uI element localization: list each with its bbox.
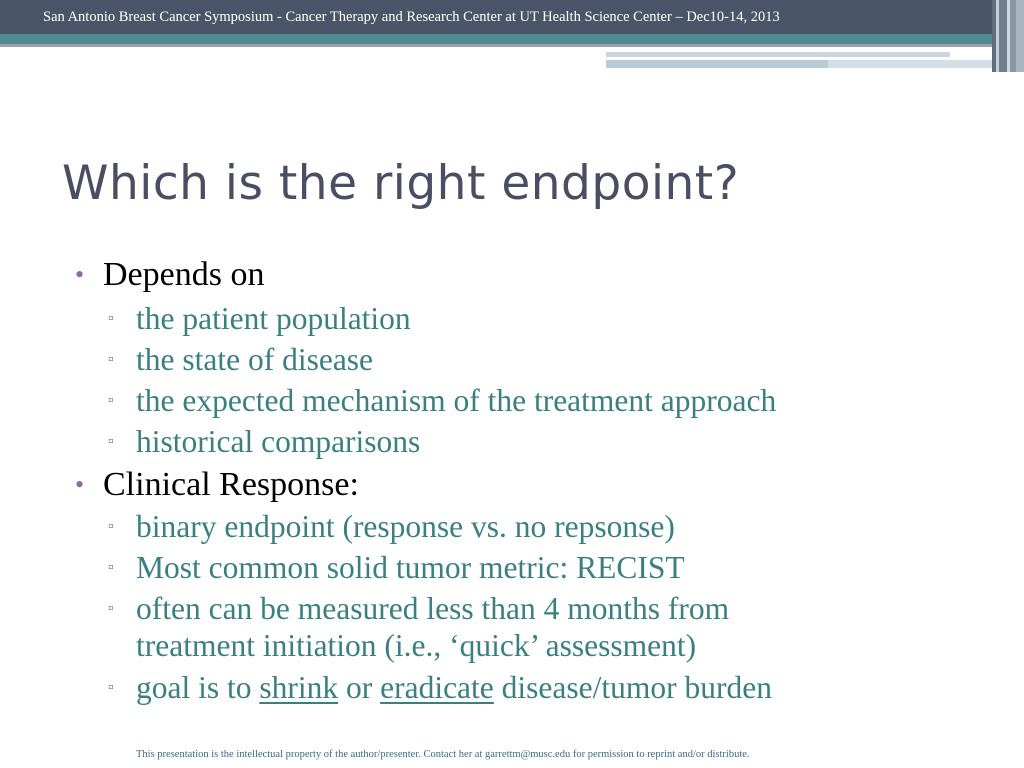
bullet-dot-icon: • bbox=[75, 260, 85, 289]
underlined-word: shrink bbox=[259, 670, 339, 705]
sub-bullet-item: historical comparisons bbox=[136, 424, 421, 459]
square-bullet-icon: ▫ bbox=[108, 518, 114, 535]
decorative-bar bbox=[606, 60, 828, 68]
square-bullet-icon: ▫ bbox=[108, 351, 114, 368]
text-segment: or bbox=[338, 670, 381, 705]
text-segment: disease/tumor burden bbox=[493, 670, 772, 705]
footer-notice: This presentation is the intellectual property of the author/presenter. Contact her at garrettm@musc.edu for permission to reprint and/or distribute. bbox=[136, 749, 750, 760]
header-divider-line bbox=[0, 44, 992, 47]
square-bullet-icon: ▫ bbox=[108, 679, 114, 696]
square-bullet-icon: ▫ bbox=[108, 600, 114, 617]
sub-bullet-item: the state of disease bbox=[136, 342, 374, 377]
header-accent-line bbox=[0, 34, 992, 44]
sub-bullet-item bbox=[136, 669, 772, 706]
sub-bullet-item: Most common solid tumor metric: RECIST bbox=[136, 550, 685, 585]
decorative-bar bbox=[606, 52, 950, 57]
bullet-item: Depends on bbox=[103, 256, 265, 293]
underlined-word: eradicate bbox=[380, 670, 494, 705]
sub-bullet-item: often can be measured less than 4 months from bbox=[136, 591, 730, 626]
slide-title: Which is the right endpoint? bbox=[62, 156, 740, 211]
bullet-item: Clinical Response: bbox=[103, 466, 359, 503]
square-bullet-icon: ▫ bbox=[108, 433, 114, 450]
corner-decoration bbox=[992, 0, 1024, 72]
square-bullet-icon: ▫ bbox=[108, 310, 114, 327]
decorative-bar bbox=[828, 60, 992, 68]
sub-bullet-item: the expected mechanism of the treatment approach bbox=[136, 383, 777, 418]
header-bar bbox=[0, 0, 992, 34]
sub-bullet-item-continuation: treatment initiation (i.e., ‘quick’ assessment) bbox=[136, 628, 697, 663]
square-bullet-icon: ▫ bbox=[108, 559, 114, 576]
bullet-dot-icon: • bbox=[75, 470, 85, 499]
sub-bullet-item: the patient population bbox=[136, 301, 411, 336]
square-bullet-icon: ▫ bbox=[108, 392, 114, 409]
header-text: San Antonio Breast Cancer Symposium - Cancer Therapy and Research Center at UT Health Science Center – Dec10-14, 2013 bbox=[43, 9, 780, 25]
text-segment: goal is to bbox=[136, 670, 260, 705]
sub-bullet-item: binary endpoint (response vs. no repsonse) bbox=[136, 509, 675, 544]
